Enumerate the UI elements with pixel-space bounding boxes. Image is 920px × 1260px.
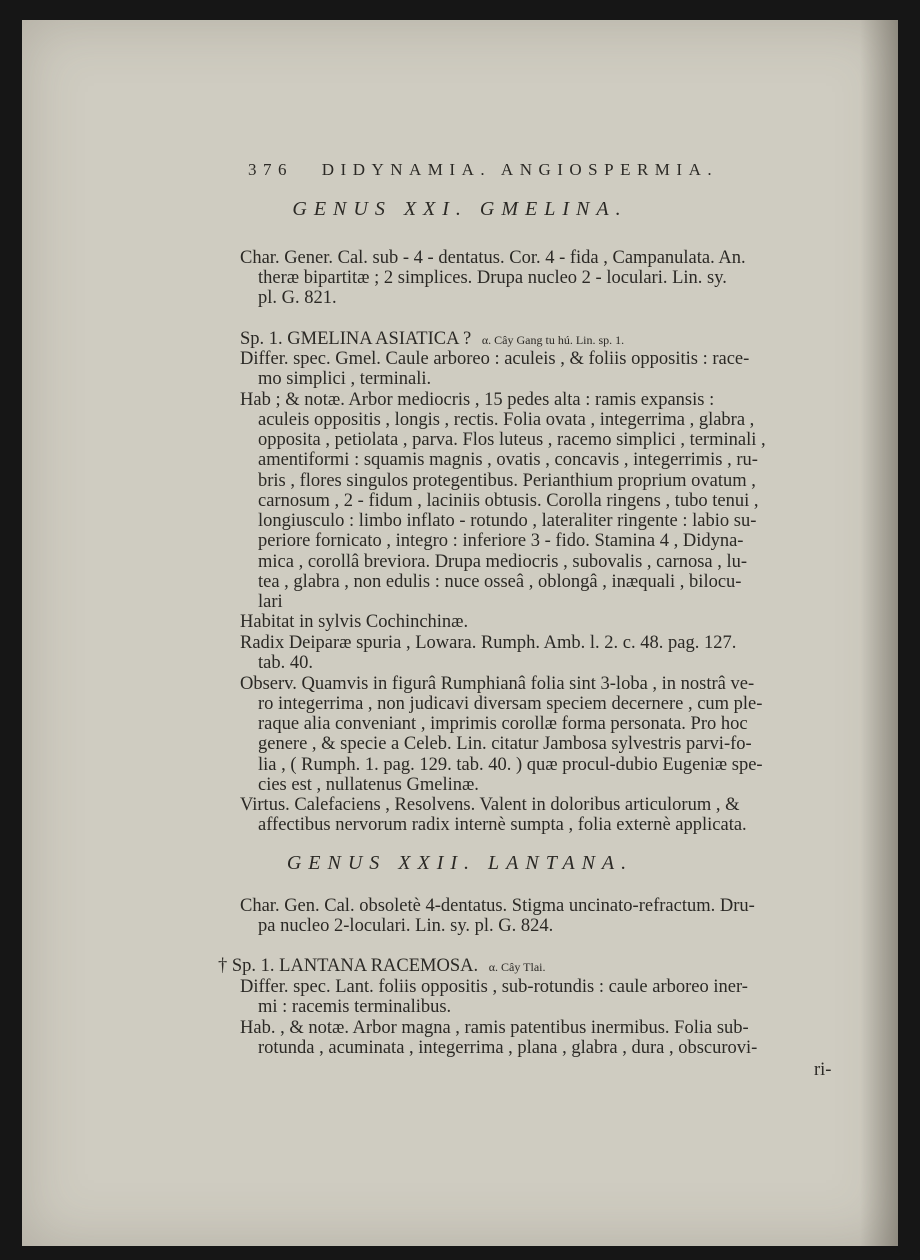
running-head-title: DIDYNAMIA. ANGIOSPERMIA. [321,160,719,179]
gmelina-observ-line-4: genere , & specie a Celeb. Lin. citatur Jambosa sylvestris parvi-fo- [258,734,752,754]
gmelina-radix-line-2: tab. 40. [258,653,313,673]
page-number: 376 [248,160,293,179]
gmelina-line-1: Differ. spec. Gmel. Caule arboreo : aculeis , & foliis oppositis : race- [240,349,750,369]
genus-21-char-line-2: theræ bipartitæ ; 2 simplices. Drupa nucleo 2 - loculari. Lin. sy. [258,268,727,288]
gmelina-line-10: periore fornicato , integro : inferiore 3 - fido. Stamina 4 , Didyna- [258,531,744,551]
genus-21-heading: GENUS XXI. GMELINA. [292,198,628,220]
gmelina-radix-line-1: Radix Deiparæ spuria , Lowara. Rumph. Amb. l. 2. c. 48. pag. 127. [240,633,737,653]
gmelina-line-12: tea , glabra , non edulis : nuce osseâ , oblongâ , inæquali , bilocu- [258,572,742,592]
gmelina-virtus-line-1: Virtus. Calefaciens , Resolvens. Valent in doloribus articulorum , & [240,795,740,815]
gmelina-line-4: aculeis oppositis , longis , rectis. Folia ovata , integerrima , glabra , [258,410,755,430]
catchword: ri- [814,1060,832,1080]
page-text [22,20,898,1246]
lantana-line-2: mi : racemis terminalibus. [258,997,452,1017]
genus-22-char-line-2: pa nucleo 2-loculari. Lin. sy. pl. G. 824. [258,916,554,936]
lantana-line-4: rotunda , acuminata , integerrima , plana , glabra , dura , obscurovi- [258,1038,758,1058]
species-gmelina-title: Sp. 1. GMELINA ASIATICA ? α. Cây Gang tu hú. Lin. sp. 1. [240,329,625,349]
lantana-line-1: Differ. spec. Lant. foliis oppositis , sub-rotundis : caule arboreo iner- [240,977,748,997]
gmelina-virtus-line-2: affectibus nervorum radix internè sumpta , folia externè applicata. [258,815,747,835]
species-lantana-title: † Sp. 1. LANTANA RACEMOSA. α. Cây Tlai. [218,956,546,976]
gmelina-line-7: bris , flores singulos protegentibus. Perianthium proprium ovatum , [258,471,756,491]
genus-22-char-line-1: Char. Gen. Cal. obsoletè 4-dentatus. Stigma uncinato-refractum. Dru- [240,896,755,916]
lantana-line-3: Hab. , & notæ. Arbor magna , ramis patentibus inermibus. Folia sub- [240,1018,749,1038]
genus-21-char-line-3: pl. G. 821. [258,288,337,308]
gmelina-line-11: mica , corollâ breviora. Drupa mediocris , subovalis , carnosa , lu- [258,552,748,572]
genus-22-heading: GENUS XXII. LANTANA. [286,852,634,874]
gmelina-line-9: longiusculo : limbo inflato - rotundo , lateraliter ringente : labio su- [258,511,757,531]
gmelina-observ-line-1: Observ. Quamvis in figurâ Rumphianâ folia sint 3-loba , in nostrâ ve- [240,674,755,694]
running-header [248,160,808,180]
gmelina-observ-line-6: cies est , nullatenus Gmelinæ. [258,775,479,795]
genus-21-char-line-1: Char. Gener. Cal. sub - 4 - dentatus. Cor. 4 - fida , Campanulata. An. [240,248,746,268]
gmelina-observ-line-2: ro integerrima , non judicavi diversam speciem decernere , cum ple- [258,694,763,714]
gmelina-line-2: mo simplici , terminali. [258,369,432,389]
gmelina-line-13: lari [258,592,283,612]
gmelina-line-3: Hab ; & notæ. Arbor mediocris , 15 pedes alta : ramis expansis : [240,390,715,410]
gmelina-habitat: Habitat in sylvis Cochinchinæ. [240,612,469,632]
book-page [22,20,898,1246]
gmelina-line-5: opposita , petiolata , parva. Flos luteus , racemo simplici , terminali , [258,430,766,450]
gmelina-line-8: carnosum , 2 - fidum , laciniis obtusis. Corolla ringens , tubo tenui , [258,491,759,511]
gmelina-observ-line-5: lia , ( Rumph. 1. pag. 129. tab. 40. ) quæ procul-dubio Eugeniæ spe- [258,755,763,775]
gmelina-observ-line-3: raque alia conveniant , imprimis corollæ forma personata. Pro hoc [258,714,748,734]
gmelina-line-6: amentiformi : squamis magnis , ovatis , concavis , integerrimis , ru- [258,450,758,470]
